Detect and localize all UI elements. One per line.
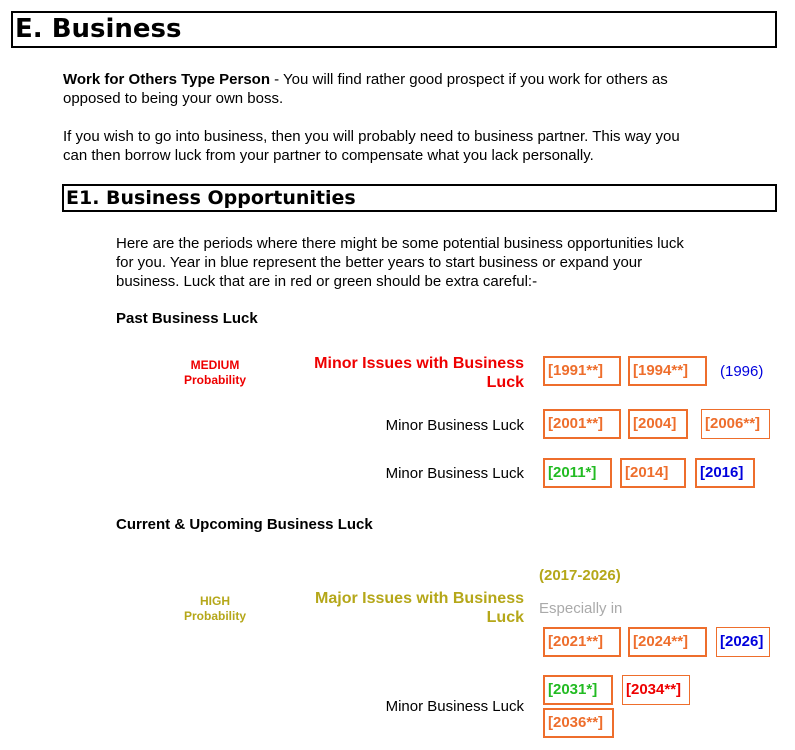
year-badge: [2001**]: [543, 409, 621, 439]
year-extra: (1996): [720, 363, 764, 380]
intro-bold-label: Work for Others Type Person: [63, 71, 270, 88]
year-badge: [2036**]: [543, 708, 614, 738]
past-row2-category: Minor Business Luck: [385, 417, 524, 434]
section-title: E. Business: [11, 11, 777, 48]
year-badge: [2006**]: [701, 409, 770, 439]
intro-text-1: - You will find rather good prospect if you work for others as: [270, 71, 668, 88]
year-badge: [2016]: [695, 458, 755, 488]
current-probability: [165, 594, 265, 624]
past-row1-category-line2: Luck: [486, 374, 524, 391]
desc-line-3: business. Luck that are in red or green should be extra careful:-: [116, 273, 538, 290]
desc-line-1: Here are the periods where there might be some potential business opportunities luck: [116, 235, 684, 252]
year-badge: [2031*]: [543, 675, 613, 705]
current-row2-category: Minor Business Luck: [385, 698, 524, 715]
year-badge: [2024**]: [628, 627, 707, 657]
desc-line-2: for you. Year in blue represent the better years to start business or expand your: [116, 254, 643, 271]
partner-paragraph: [63, 127, 783, 165]
year-badge: [2034**]: [622, 675, 690, 705]
past-row1-category-line1: Minor Issues with Business: [314, 355, 524, 372]
year-badge: [2004]: [628, 409, 688, 439]
current-row1-category-line1: Major Issues with Business: [315, 590, 524, 607]
year-badge: [2026]: [716, 627, 770, 657]
year-badge: [2014]: [620, 458, 686, 488]
year-badge: [1991**]: [543, 356, 621, 386]
past-row1-category: [314, 354, 524, 392]
especially-label: Especially in: [539, 600, 623, 617]
partner-text-1: If you wish to go into business, then you will probably need to business partner. This way you: [63, 128, 680, 145]
past-probability-level: MEDIUM: [190, 358, 240, 372]
intro-text-2: opposed to being your own boss.: [63, 90, 284, 107]
year-badge: [2021**]: [543, 627, 621, 657]
subsection-title: E1. Business Opportunities: [62, 184, 777, 212]
current-heading: Current & Upcoming Business Luck: [116, 516, 373, 533]
current-row1-category-line2: Luck: [486, 609, 524, 626]
year-badge: [2011*]: [543, 458, 612, 488]
past-probability: [165, 358, 265, 388]
current-row1-category: [315, 589, 524, 627]
current-period: (2017-2026): [539, 567, 621, 584]
past-row3-category: Minor Business Luck: [385, 465, 524, 482]
past-probability-label: Probability: [183, 373, 246, 387]
opportunities-description: [116, 234, 776, 291]
partner-text-2: can then borrow luck from your partner to compensate what you lack personally.: [63, 147, 594, 164]
year-badge: [1994**]: [628, 356, 707, 386]
past-heading: Past Business Luck: [116, 310, 258, 327]
current-probability-label: Probability: [183, 609, 246, 623]
current-probability-level: HIGH: [200, 594, 230, 608]
intro-paragraph: [63, 70, 773, 108]
